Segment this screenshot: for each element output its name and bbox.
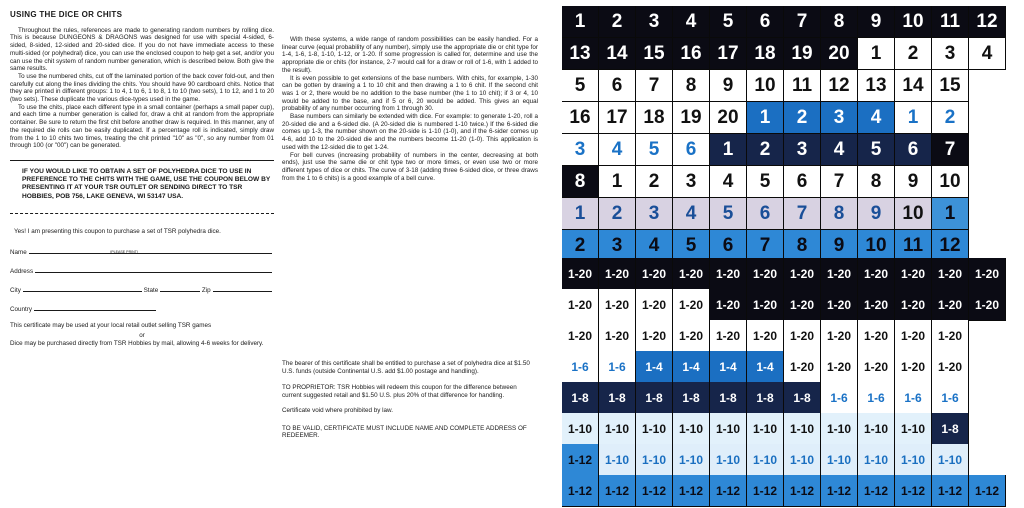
chit-cell[interactable]: 8 (821, 6, 858, 38)
chit-cell[interactable]: 7 (784, 198, 821, 230)
chit-cell[interactable]: 13 (562, 38, 599, 70)
chit-cell[interactable]: 9 (858, 198, 895, 230)
state-label: State (143, 286, 159, 294)
chit-cell[interactable]: 6 (599, 70, 636, 102)
chit-cell[interactable]: 1-12 (969, 475, 1006, 507)
chit-cell[interactable]: 5 (710, 6, 747, 38)
chit-cell[interactable]: 1-10 (784, 413, 821, 445)
chit-cell[interactable]: 1-12 (784, 475, 821, 507)
chit-cell[interactable]: 10 (895, 6, 932, 38)
city-field[interactable] (10, 275, 274, 294)
chit-cell[interactable]: 4 (673, 6, 710, 38)
chit-cell[interactable]: 5 (747, 166, 784, 198)
chit-cell[interactable]: 6 (710, 230, 747, 262)
chit-cell[interactable]: 3 (673, 166, 710, 198)
chit-cell[interactable]: 1-10 (821, 444, 858, 476)
chit-cell[interactable]: 7 (784, 6, 821, 38)
chit-cell[interactable]: 1-20 (784, 351, 821, 383)
chit-cell[interactable]: 1-8 (599, 382, 636, 414)
chit-cell[interactable]: 2 (747, 134, 784, 166)
chit-cell[interactable]: 2 (932, 102, 969, 134)
chit-cell[interactable]: 1-20 (969, 289, 1006, 321)
chit-cell[interactable]: 1-10 (747, 413, 784, 445)
chit-row (562, 320, 969, 352)
chit-row (562, 258, 1006, 290)
chit-cell[interactable]: 4 (969, 38, 1006, 70)
chit-cell[interactable]: 1-12 (932, 475, 969, 507)
chit-cell[interactable]: 3 (784, 134, 821, 166)
chit-cell[interactable]: 1-4 (710, 351, 747, 383)
chit-row (562, 134, 969, 166)
country-line[interactable] (34, 310, 156, 311)
chit-cell[interactable]: 10 (858, 230, 895, 262)
address-line[interactable] (35, 272, 272, 273)
chit-cell[interactable]: 1-20 (599, 320, 636, 352)
chit-cell[interactable]: 2 (784, 102, 821, 134)
chit-cell[interactable]: 1-8 (747, 382, 784, 414)
chit-cell[interactable]: 1-20 (932, 289, 969, 321)
middle-column (282, 36, 538, 182)
chit-cell[interactable]: 1-10 (932, 444, 969, 476)
chit-cell[interactable]: 18 (747, 38, 784, 70)
left-column (6, 0, 274, 348)
chit-cell[interactable]: 8 (673, 70, 710, 102)
chit-row (562, 413, 969, 445)
state-line[interactable] (160, 291, 200, 292)
chit-cell[interactable]: 1 (747, 102, 784, 134)
chit-cell[interactable]: 1-20 (932, 320, 969, 352)
chit-cell[interactable]: 1-10 (747, 444, 784, 476)
chit-cell[interactable]: 5 (562, 70, 599, 102)
chit-cell[interactable]: 5 (673, 230, 710, 262)
chit-cell[interactable]: 1-10 (710, 444, 747, 476)
zip-line[interactable] (213, 291, 272, 292)
chit-cell[interactable]: 1-4 (636, 351, 673, 383)
chit-cell[interactable]: 1-12 (599, 475, 636, 507)
city-line[interactable] (23, 291, 142, 292)
chit-cell[interactable]: 3 (636, 6, 673, 38)
chit-cell[interactable]: 1-12 (747, 475, 784, 507)
chit-cell[interactable]: 4 (710, 166, 747, 198)
chit-cell[interactable]: 1-10 (599, 413, 636, 445)
chit-cell[interactable]: 1 (895, 102, 932, 134)
chit-row (562, 166, 969, 198)
chit-cell[interactable]: 1 (710, 134, 747, 166)
chit-row (562, 351, 969, 383)
bell-curve-paragraph: For bell curves (increasing probability of numbers in the center, decreasing at both ends), just use the same die or chit type two or more times, or even use two or more different types of dice or chits. The curve of 3-18 (adding three 6-sided dice, or three draws from the 1 to 6 chits) is a good example of a bell curve. (282, 151, 538, 182)
chit-cell[interactable]: 1-20 (710, 258, 747, 290)
chit-cell[interactable]: 1-20 (784, 320, 821, 352)
chit-cell[interactable]: 1 (562, 198, 599, 230)
chit-cell[interactable]: 2 (599, 198, 636, 230)
chit-cell[interactable]: 19 (784, 38, 821, 70)
chit-cell[interactable]: 1-12 (710, 475, 747, 507)
chit-cell[interactable]: 1-10 (710, 413, 747, 445)
chit-cell[interactable]: 1-10 (821, 413, 858, 445)
coupon-intro: Yes! I am presenting this coupon to purchase a set of TSR polyhedra dice. (14, 227, 221, 235)
chit-cell[interactable]: 1-10 (673, 444, 710, 476)
chit-cell[interactable]: 3 (562, 134, 599, 166)
chit-cell[interactable]: 8 (821, 198, 858, 230)
chit-cell[interactable]: 3 (599, 230, 636, 262)
chit-cell[interactable]: 1-8 (710, 382, 747, 414)
usage-paragraph: To use the chits, place each different type in a small container (perhaps a small paper cup), and each time a number generation is called for, draw a chit at random from the appropriate container. Be sure to return the first chit before another draw is required. In this manner, any of the required die rolls can be easily duplicated. If a percentage roll is indicated, simply draw from the 1 to 10 chits two times, treating the chit printed "10" as "0", so any number from 01 through 100 (or "00") can be generated. (10, 103, 274, 150)
systems-paragraph: With these systems, a wide range of random possibilities can be easily handled. For a linear curve (equal probability of any number), simply use the appropriate die or chit type for 1-4, 1-6, 1-8, 1-10, 1-12, or 1-20. If some progression is called for, determine and use the appropriate die or chits (for instance, 2-7 would call for a draw or roll of 1-6, with 1 added to the result). (282, 36, 538, 74)
chit-cell[interactable]: 1-8 (673, 382, 710, 414)
chit-cell[interactable]: 5 (858, 134, 895, 166)
chit-cell[interactable]: 1-10 (636, 444, 673, 476)
void-text: Certificate void where prohibited by law. (282, 406, 393, 414)
chit-row (562, 289, 1006, 321)
certificate-terms (282, 360, 538, 440)
chit-cell[interactable]: 1-20 (932, 258, 969, 290)
chit-cell[interactable]: 1-20 (895, 351, 932, 383)
chit-cell[interactable]: 1-6 (562, 351, 599, 383)
intro-paragraph: Throughout the rules, references are made to generating random numbers by rolling dice. This is because DUNGEONS & DRAGONS was designed for use with special 4-sided, 6-sided, 8-sided, 12-sided and 20-sided dice. If you do not have immediate access to these multi-sided (or polyhedral) dice, you can use the enclosed coupon to help get a set, and/or you can use the chit system of random number generation, which is described below. Both give the same results. (10, 26, 274, 73)
chit-cell[interactable]: 2 (636, 166, 673, 198)
chit-cell[interactable]: 9 (710, 70, 747, 102)
chit-row (562, 6, 1006, 38)
chit-cell[interactable]: 1-20 (673, 320, 710, 352)
chit-cell[interactable]: 8 (858, 166, 895, 198)
chit-cell[interactable]: 11 (784, 70, 821, 102)
chit-cell[interactable]: 20 (710, 102, 747, 134)
chit-cell[interactable]: 1-4 (747, 351, 784, 383)
chit-cell[interactable]: 1 (599, 166, 636, 198)
section-heading: USING THE DICE OR CHITS (10, 10, 123, 19)
chit-cell[interactable]: 8 (562, 166, 599, 198)
chit-cell[interactable]: 1-20 (747, 258, 784, 290)
chit-cell[interactable]: 9 (821, 230, 858, 262)
valid-text: TO BE VALID, CERTIFICATE MUST INCLUDE NAME AND COMPLETE ADDRESS OF REDEEMER. (282, 424, 527, 440)
chit-cell[interactable]: 14 (599, 38, 636, 70)
chit-cell[interactable]: 1-20 (895, 289, 932, 321)
chit-cell[interactable]: 17 (599, 102, 636, 134)
zip-label: Zip (201, 286, 211, 294)
chit-cell[interactable]: 3 (636, 198, 673, 230)
chit-cell[interactable]: 1-6 (821, 382, 858, 414)
chit-cell[interactable]: 1-20 (747, 320, 784, 352)
chit-cell[interactable]: 1-20 (858, 258, 895, 290)
chit-cell[interactable]: 1-20 (562, 320, 599, 352)
chit-cell[interactable]: 1-20 (932, 351, 969, 383)
mail-note: Dice may be purchased directly from TSR Hobbies by mail, allowing 4-6 weeks for delivery. (10, 339, 264, 347)
coupon-cut-line (10, 213, 274, 214)
chit-cell[interactable]: 1-10 (784, 444, 821, 476)
chits-paragraph: To use the numbered chits, cut off the laminated portion of the back cover fold-out, and then carefully cut along the lines dividing the chits. You should have 90 cardboard chits. Notice that they are printed in different groups: 1 to 4, 1 to 6, 1 to 8, 1 to 10 (two sets), 1 to 12, and 1 to 20 (two sets). These duplicate the various dice-types used in the game. (10, 72, 274, 104)
chit-cell[interactable]: 1-20 (562, 258, 599, 290)
retail-note: This certificate may be used at your local retail outlet selling TSR games (10, 322, 212, 330)
chit-cell[interactable]: 10 (747, 70, 784, 102)
chit-cell[interactable]: 1-20 (821, 258, 858, 290)
print-hint: (PLEASE PRINT) (110, 250, 139, 255)
chit-cell[interactable]: 1-20 (636, 289, 673, 321)
chit-cell[interactable]: 1-8 (562, 382, 599, 414)
chit-cell[interactable]: 18 (636, 102, 673, 134)
chit-cell[interactable]: 1-8 (784, 382, 821, 414)
chit-cell[interactable]: 1-10 (858, 413, 895, 445)
chit-cell[interactable]: 14 (895, 70, 932, 102)
chit-cell[interactable]: 1-20 (821, 320, 858, 352)
chit-cell[interactable]: 4 (599, 134, 636, 166)
chit-cell[interactable]: 7 (932, 134, 969, 166)
chit-cell[interactable]: 3 (821, 102, 858, 134)
chit-cell[interactable]: 1-20 (636, 258, 673, 290)
chit-cell[interactable]: 1-20 (895, 258, 932, 290)
chit-cell[interactable]: 6 (673, 134, 710, 166)
chit-cell[interactable]: 12 (821, 70, 858, 102)
chit-cell[interactable]: 1-10 (858, 444, 895, 476)
country-field[interactable] (10, 294, 158, 313)
chit-cell[interactable]: 12 (969, 6, 1006, 38)
chit-row (562, 198, 969, 230)
chit-cell[interactable]: 3 (932, 38, 969, 70)
chit-row (562, 444, 969, 476)
chit-row (562, 382, 969, 414)
chit-cell[interactable]: 5 (636, 134, 673, 166)
chit-cell[interactable]: 1-20 (747, 289, 784, 321)
chit-cell[interactable]: 7 (636, 70, 673, 102)
dice-extension-paragraph: Base numbers can similarly be extended with dice. For example: to generate 1-20, roll a 20-sided die and a 6-sided die. (A 20-sided die is numbered 1-10 twice.) If the 6-sided die comes up 1-3, the number shown on the 20-side is 1-10 (1-0), and if the 6-sider comes up 4-6, add 10 to the 20-sided die and the numbers become 11-20 (1-0). This application is used with the 12-sided die to get 1-24. (282, 113, 538, 151)
chit-cell[interactable]: 1-20 (710, 289, 747, 321)
chit-cell[interactable]: 6 (747, 6, 784, 38)
chit-cell[interactable]: 2 (599, 6, 636, 38)
dice-offer: IF YOU WOULD LIKE TO OBTAIN A SET OF POLYHEDRA DICE TO USE IN PREFERENCE TO THE CHITS WITH THE GAME, USE THE COUPON BELOW BY PRESENTING IT AT YOUR TSR OUTLET OR SENDING DIRECT TO TSR HOBBIES, POB 756, LAKE GENEVA, WI 53147 USA. (22, 167, 271, 200)
proprietor-text: TO PROPRIETOR: TSR Hobbies will redeem this coupon for the difference between current suggested retail and $1.50 U.S. plus 20% of that difference for handling. (282, 384, 517, 400)
chit-cell[interactable]: 1-20 (969, 258, 1006, 290)
chit-grid-numbers (562, 6, 1010, 262)
chit-cell[interactable]: 1-20 (858, 351, 895, 383)
chit-cell[interactable]: 1-6 (858, 382, 895, 414)
chit-cell[interactable]: 16 (562, 102, 599, 134)
chit-cell[interactable]: 9 (858, 6, 895, 38)
chit-row (562, 70, 969, 102)
chit-cell[interactable]: 1-20 (599, 258, 636, 290)
chit-cell[interactable]: 1-20 (636, 320, 673, 352)
chit-grid-ranges (562, 258, 1010, 504)
chit-cell[interactable]: 1-20 (673, 258, 710, 290)
chit-cell[interactable]: 1-10 (895, 413, 932, 445)
chit-cell[interactable]: 1-10 (895, 444, 932, 476)
chit-cell[interactable]: 1-12 (821, 475, 858, 507)
extensions-paragraph: It is even possible to get extensions of the base numbers. With chits, for example, 1-30 can be gotten by drawing a 1 to 10 chit and then drawing a 1 to 6 chit. If the second chit was 1 or 2, there would be no addition to the base number (the 1 to 10 chit); if 3 or 4, 10 would be added to the base, and if 5 or 6, 20 would be added. This gives an equal probability of any number occurring from 1 through 30. (282, 74, 538, 113)
chit-cell[interactable]: 1-20 (858, 289, 895, 321)
chit-cell[interactable]: 1-20 (710, 320, 747, 352)
chit-cell[interactable]: 6 (784, 166, 821, 198)
chit-cell[interactable]: 1 (932, 198, 969, 230)
chit-cell[interactable]: 10 (932, 166, 969, 198)
divider (10, 160, 274, 161)
chit-cell[interactable]: 19 (673, 102, 710, 134)
chit-cell[interactable]: 1-10 (562, 413, 599, 445)
chit-cell[interactable]: 6 (895, 134, 932, 166)
chit-cell[interactable]: 1-20 (858, 320, 895, 352)
chit-cell[interactable]: 1-8 (932, 413, 969, 445)
country-label: Country (10, 305, 33, 313)
chit-cell[interactable]: 4 (636, 230, 673, 262)
name-label: Name (10, 248, 27, 256)
chit-cell[interactable]: 20 (821, 38, 858, 70)
chit-row (562, 475, 1006, 507)
chit-cell[interactable]: 1-12 (562, 444, 599, 476)
chit-cell[interactable]: 5 (710, 198, 747, 230)
chit-cell[interactable]: 1-20 (821, 351, 858, 383)
chit-row (562, 38, 1006, 70)
chit-cell[interactable]: 7 (747, 230, 784, 262)
chit-cell[interactable]: 1-6 (599, 351, 636, 383)
city-label: City (10, 286, 21, 294)
chit-cell[interactable]: 12 (932, 230, 969, 262)
chit-cell[interactable]: 2 (895, 38, 932, 70)
chit-cell[interactable]: 2 (562, 230, 599, 262)
chit-cell[interactable]: 1-20 (673, 289, 710, 321)
chit-cell[interactable]: 6 (747, 198, 784, 230)
chit-cell[interactable]: 1-20 (895, 320, 932, 352)
chit-cell[interactable]: 1-12 (858, 475, 895, 507)
chit-cell[interactable]: 1-12 (673, 475, 710, 507)
or-text: or (139, 332, 145, 340)
chit-cell[interactable]: 1-10 (636, 413, 673, 445)
name-field[interactable] (10, 237, 274, 256)
chit-cell[interactable]: 16 (673, 38, 710, 70)
chit-cell[interactable]: 1 (562, 6, 599, 38)
chit-cell[interactable]: 10 (895, 198, 932, 230)
chit-cell[interactable]: 1-20 (562, 289, 599, 321)
chit-cell[interactable]: 17 (710, 38, 747, 70)
chit-cell[interactable]: 4 (821, 134, 858, 166)
chit-cell[interactable]: 1-6 (895, 382, 932, 414)
chit-cell[interactable]: 13 (858, 70, 895, 102)
chit-cell[interactable]: 1-6 (932, 382, 969, 414)
chit-row (562, 102, 969, 134)
bearer-text: The bearer of this certificate shall be entitled to purchase a set of polyhedra dice at $1.50 U.S. funds (outside Continental U.S. add $1.00 postage and handling). (282, 360, 530, 375)
chit-cell[interactable]: 15 (636, 38, 673, 70)
chit-cell[interactable]: 1-12 (895, 475, 932, 507)
name-line[interactable] (29, 253, 272, 254)
chit-cell[interactable]: 8 (784, 230, 821, 262)
chit-cell[interactable]: 1-4 (673, 351, 710, 383)
chit-cell[interactable]: 15 (932, 70, 969, 102)
address-label: Address (10, 267, 34, 275)
chit-cell[interactable]: 1-20 (784, 289, 821, 321)
chit-cell[interactable]: 1-12 (562, 475, 599, 507)
chit-cell[interactable]: 7 (821, 166, 858, 198)
chit-cell[interactable]: 1 (858, 38, 895, 70)
chit-cell[interactable]: 11 (932, 6, 969, 38)
address-field[interactable] (10, 256, 274, 275)
chit-cell[interactable]: 1-20 (599, 289, 636, 321)
chit-cell[interactable]: 11 (895, 230, 932, 262)
chit-cell[interactable]: 1-20 (784, 258, 821, 290)
chit-cell[interactable]: 9 (895, 166, 932, 198)
chit-cell[interactable]: 1-12 (636, 475, 673, 507)
chit-cell[interactable]: 1-8 (636, 382, 673, 414)
chit-cell[interactable]: 4 (673, 198, 710, 230)
chit-cell[interactable]: 1-10 (599, 444, 636, 476)
chit-cell[interactable]: 1-20 (821, 289, 858, 321)
chit-cell[interactable]: 4 (858, 102, 895, 134)
chit-cell[interactable]: 1-10 (673, 413, 710, 445)
